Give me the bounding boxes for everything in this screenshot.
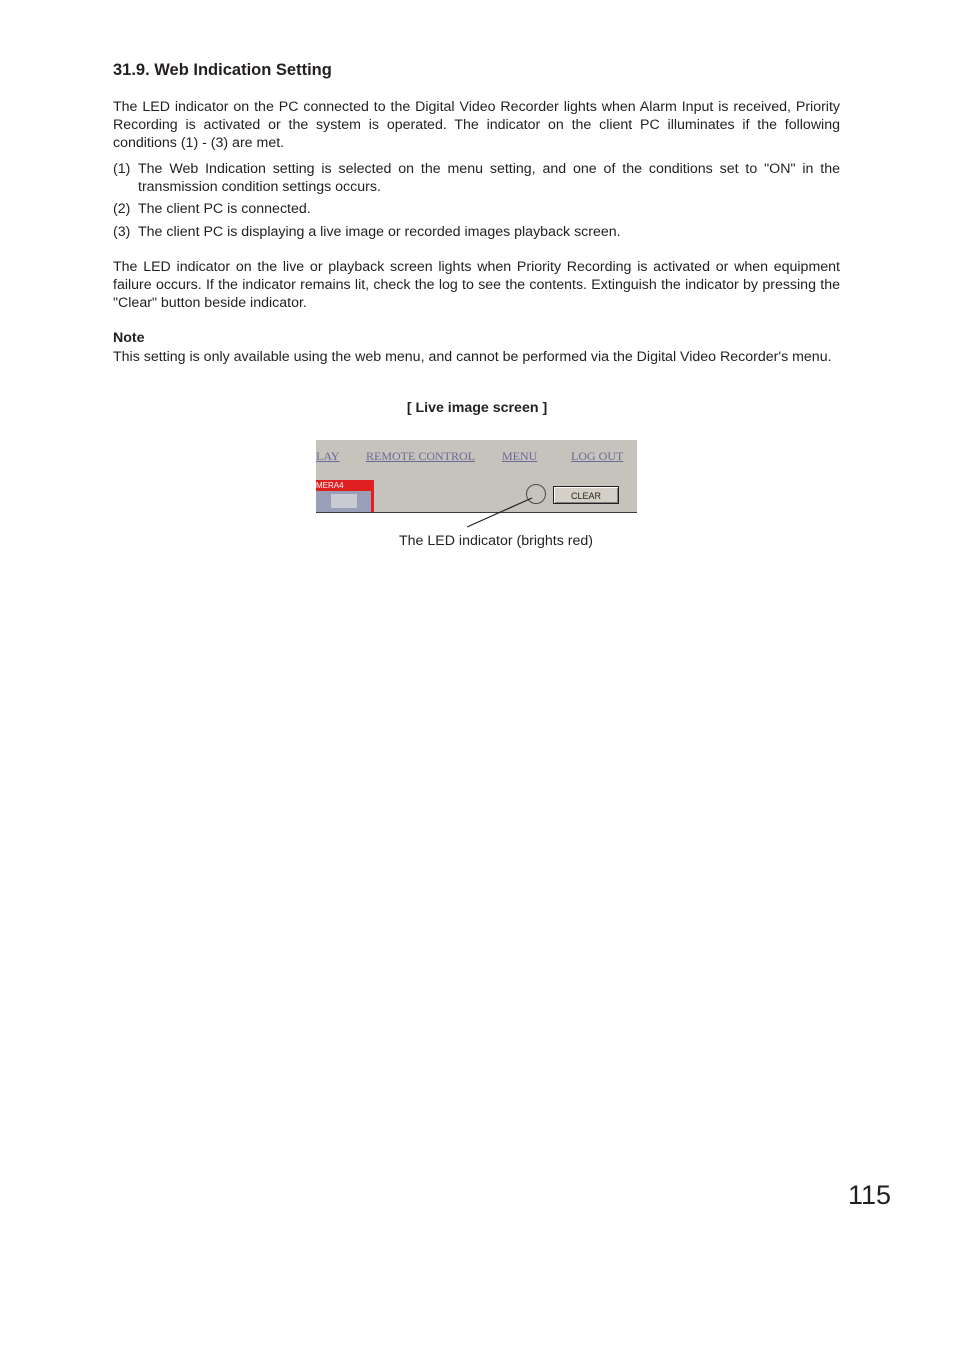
camera-label: MERA4: [316, 481, 344, 490]
camera-overlay: [331, 494, 357, 508]
note-heading: Note: [113, 330, 145, 346]
led-caption: The LED indicator (brights red): [399, 533, 593, 549]
condition-number: (2): [113, 201, 131, 217]
live-image-screenshot: [316, 440, 637, 513]
condition-text: The client PC is displaying a live image or recorded images playback screen.: [138, 224, 621, 240]
clear-button[interactable]: CLEAR: [553, 486, 619, 504]
condition-text: The client PC is connected.: [138, 201, 311, 217]
condition-number: (1): [113, 161, 131, 177]
nav-link-menu[interactable]: MENU: [502, 449, 538, 463]
note-text: This setting is only available using the web menu, and cannot be performed via the Digital Video Recorder's menu.: [113, 349, 832, 365]
condition-item-2: [113, 200, 840, 218]
intro-paragraph: The LED indicator on the PC connected to the Digital Video Recorder lights when Alarm Input is received, Priority Recording is activated or the system is operated. The indicator on the client PC illuminates if the following conditions (1) - (3) are met.: [113, 99, 840, 151]
body-paragraph: The LED indicator on the live or playback screen lights when Priority Recording is activated or when equipment failure occurs. If the indicator remains lit, check the log to see the contents. Extinguish the indicator by pressing the "Clear" button beside indicator.: [113, 259, 840, 311]
nav-link-display[interactable]: LAY: [316, 449, 340, 463]
nav-link-log-out[interactable]: LOG OUT: [571, 449, 624, 463]
condition-number: (3): [113, 224, 131, 240]
page-number: 115: [848, 1180, 892, 1210]
condition-item-3: [113, 223, 840, 241]
section-title: 31.9. Web Indication Setting: [113, 61, 332, 79]
camera-tile[interactable]: [316, 480, 374, 512]
condition-text: The Web Indication setting is selected on the menu setting, and one of the conditions set to "ON" in the transmission condition settings occurs.: [138, 161, 840, 195]
nav-link-remote-control[interactable]: REMOTE CONTROL: [366, 449, 475, 463]
condition-item-1: [113, 160, 840, 196]
camera-thumbnail: [316, 491, 371, 512]
led-indicator-icon: [526, 484, 546, 504]
figure-caption: [ Live image screen ]: [406, 400, 548, 416]
